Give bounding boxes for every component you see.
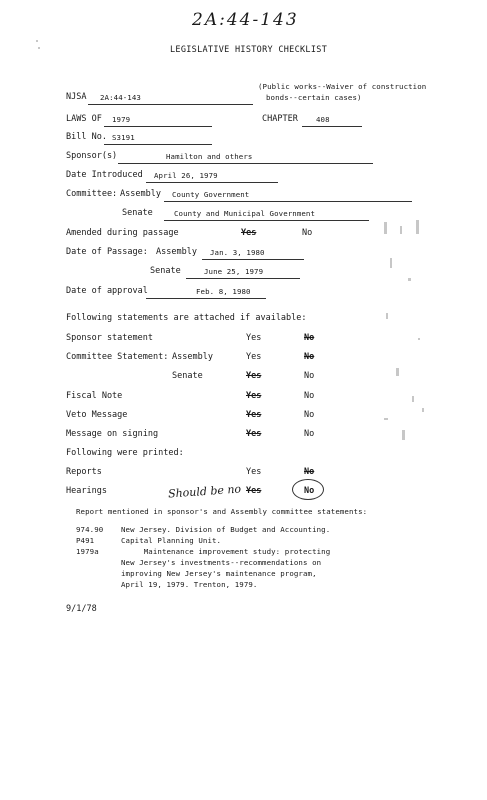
chapter-value: 408: [316, 115, 330, 124]
laws-of-label: LAWS OF: [66, 114, 102, 124]
attached-no: No: [304, 371, 315, 381]
attached-yes: Yes: [246, 371, 262, 381]
attached-yes: Yes: [246, 333, 262, 343]
passage-senate-label: Senate: [150, 266, 181, 276]
amended-no: No: [302, 228, 313, 238]
subject-note-line2: bonds--certain cases): [266, 93, 362, 102]
attached-sub: Assembly: [172, 352, 213, 362]
passage-senate-value: June 25, 1979: [204, 267, 264, 276]
scan-speck: [38, 47, 40, 49]
committee-senate-label: Senate: [122, 208, 153, 218]
printed-no: No: [304, 467, 315, 477]
passage-label: Date of Passage:: [66, 247, 148, 257]
attached-no: No: [304, 429, 315, 439]
attached-yes: Yes: [246, 410, 262, 420]
footer-date: 9/1/78: [66, 604, 97, 614]
attached-no: No: [304, 352, 315, 362]
attached-no: No: [304, 391, 315, 401]
page-title: LEGISLATIVE HISTORY CHECKLIST: [170, 45, 328, 55]
call-number: P491: [76, 536, 95, 545]
printed-label: Reports: [66, 467, 102, 477]
printed-no: No: [304, 486, 315, 496]
attached-heading: Following statements are attached if available:: [66, 313, 307, 323]
attached-yes: Yes: [246, 352, 262, 362]
scan-noise-margin: [378, 218, 430, 448]
attached-no: No: [304, 410, 315, 420]
amended-label: Amended during passage: [66, 228, 179, 238]
attached-no: No: [304, 333, 315, 343]
approval-label: Date of approval: [66, 286, 148, 296]
printed-yes: Yes: [246, 486, 262, 496]
attached-label: Message on signing: [66, 429, 159, 439]
amended-yes: Yes: [241, 228, 257, 238]
reference-line: New Jersey. Division of Budget and Accounting.: [121, 525, 331, 534]
reference-line: improving New Jersey's maintenance program,: [121, 569, 317, 578]
attached-label: Sponsor statement: [66, 333, 153, 343]
committee-senate-value: County and Municipal Government: [174, 209, 316, 218]
printed-yes: Yes: [246, 467, 262, 477]
date-introduced-value: April 26, 1979: [154, 171, 218, 180]
reference-line: April 19, 1979. Trenton, 1979.: [121, 580, 258, 589]
committee-label: Committee:: [66, 189, 118, 199]
report-heading: Report mentioned in sponsor's and Assembly committee statements:: [76, 507, 368, 516]
reference-line: Maintenance improvement study: protecting: [121, 547, 331, 556]
committee-assembly-label: Assembly: [120, 189, 161, 199]
passage-assembly-value: Jan. 3, 1980: [210, 248, 265, 257]
attached-label: Committee Statement:: [66, 352, 169, 362]
subject-note-line1: (Public works--Waiver of construction: [258, 82, 427, 91]
handwritten-annotation: Should be no: [167, 482, 242, 501]
chapter-label: CHAPTER: [262, 114, 298, 124]
printed-label: Hearings: [66, 486, 107, 496]
committee-assembly-value: County Government: [172, 190, 250, 199]
sponsors-label: Sponsor(s): [66, 151, 118, 161]
attached-yes: Yes: [246, 429, 262, 439]
passage-assembly-label: Assembly: [156, 247, 197, 257]
njsa-value: 2A:44-143: [100, 93, 141, 102]
printed-heading: Following were printed:: [66, 448, 184, 458]
attached-sub: Senate: [172, 371, 203, 381]
njsa-label: NJSA: [66, 92, 87, 102]
scan-speck: [36, 40, 38, 42]
attached-label: Veto Message: [66, 410, 128, 420]
attached-yes: Yes: [246, 391, 262, 401]
reference-line: New Jersey's investments--recommendations on: [121, 558, 322, 567]
laws-of-value: 1979: [112, 115, 131, 124]
call-number: 1979a: [76, 547, 99, 556]
handwritten-id: 2A:44-143: [192, 10, 299, 30]
bill-no-value: S3191: [112, 133, 135, 142]
bill-no-label: Bill No.: [66, 132, 107, 142]
reference-line: Capital Planning Unit.: [121, 536, 222, 545]
attached-label: Fiscal Note: [66, 391, 123, 401]
date-introduced-label: Date Introduced: [66, 170, 143, 180]
approval-value: Feb. 8, 1980: [196, 287, 251, 296]
sponsors-value: Hamilton and others: [166, 152, 253, 161]
call-number: 974.90: [76, 525, 104, 534]
